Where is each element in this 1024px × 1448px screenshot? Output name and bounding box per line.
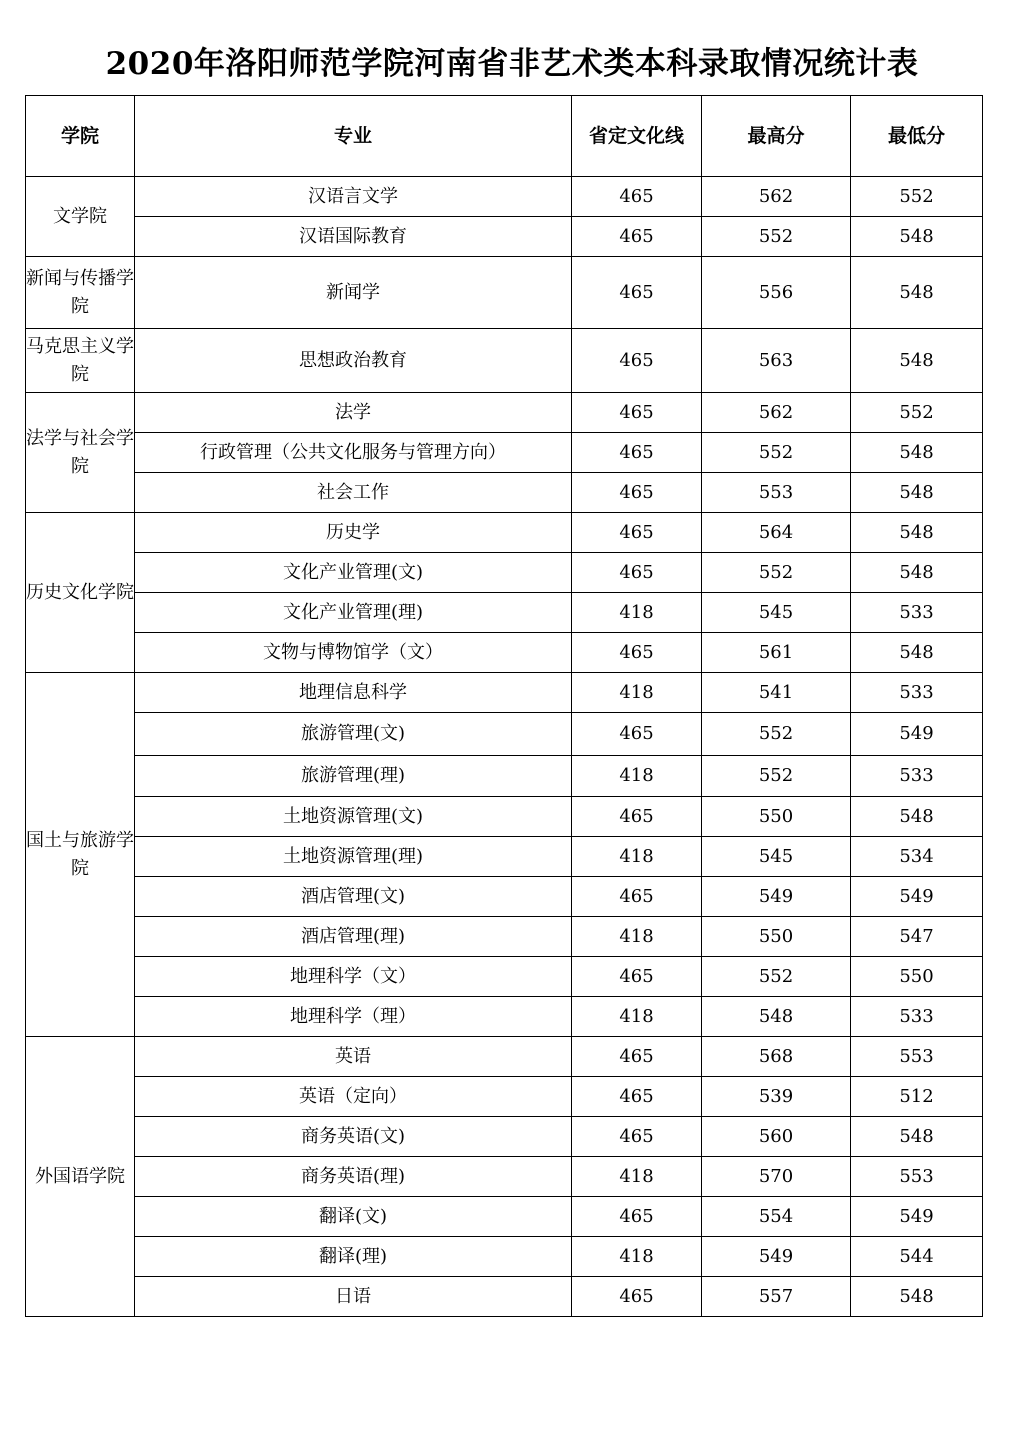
major-cell: 商务英语(理) xyxy=(135,1157,572,1197)
table-row xyxy=(26,1037,983,1077)
major-cell: 地理信息科学 xyxy=(135,673,572,713)
header-college: 学院 xyxy=(26,96,135,177)
lowest-score-cell: 548 xyxy=(851,633,983,673)
lowest-score-cell: 548 xyxy=(851,217,983,257)
college-name-cell: 文学院 xyxy=(26,177,135,257)
table-row xyxy=(26,513,983,553)
highest-score-cell: 545 xyxy=(702,593,851,633)
lowest-score-cell: 533 xyxy=(851,997,983,1037)
table-row xyxy=(26,257,983,329)
table-row xyxy=(26,393,983,433)
lowest-score-cell: 548 xyxy=(851,473,983,513)
highest-score-cell: 539 xyxy=(702,1077,851,1117)
header-major: 专业 xyxy=(135,96,572,177)
major-cell: 酒店管理(文) xyxy=(135,877,572,917)
highest-score-cell: 570 xyxy=(702,1157,851,1197)
provincial-line-cell: 418 xyxy=(572,837,702,877)
highest-score-cell: 556 xyxy=(702,257,851,329)
highest-score-cell: 554 xyxy=(702,1197,851,1237)
provincial-line-cell: 465 xyxy=(572,433,702,473)
provincial-line-cell: 465 xyxy=(572,1117,702,1157)
lowest-score-cell: 533 xyxy=(851,593,983,633)
table-row xyxy=(26,713,983,756)
major-cell: 地理科学（理） xyxy=(135,997,572,1037)
lowest-score-cell: 553 xyxy=(851,1157,983,1197)
lowest-score-cell: 533 xyxy=(851,756,983,797)
lowest-score-cell: 553 xyxy=(851,1037,983,1077)
highest-score-cell: 550 xyxy=(702,797,851,837)
provincial-line-cell: 465 xyxy=(572,797,702,837)
major-cell: 旅游管理(理) xyxy=(135,756,572,797)
major-cell: 行政管理（公共文化服务与管理方向） xyxy=(135,433,572,473)
table-row xyxy=(26,177,983,217)
table-row xyxy=(26,217,983,257)
table-row xyxy=(26,756,983,797)
table-row xyxy=(26,1117,983,1157)
major-cell: 思想政治教育 xyxy=(135,329,572,393)
lowest-score-cell: 534 xyxy=(851,837,983,877)
provincial-line-cell: 465 xyxy=(572,1077,702,1117)
major-cell: 酒店管理(理) xyxy=(135,917,572,957)
table-row xyxy=(26,1157,983,1197)
provincial-line-cell: 418 xyxy=(572,917,702,957)
major-cell: 汉语言文学 xyxy=(135,177,572,217)
table-row xyxy=(26,633,983,673)
highest-score-cell: 550 xyxy=(702,917,851,957)
lowest-score-cell: 548 xyxy=(851,433,983,473)
highest-score-cell: 552 xyxy=(702,433,851,473)
table-row xyxy=(26,1077,983,1117)
table-row xyxy=(26,797,983,837)
provincial-line-cell: 465 xyxy=(572,217,702,257)
provincial-line-cell: 465 xyxy=(572,329,702,393)
table-row xyxy=(26,1277,983,1317)
table-row xyxy=(26,329,983,393)
college-name-cell: 历史文化学院 xyxy=(26,513,135,673)
lowest-score-cell: 548 xyxy=(851,553,983,593)
lowest-score-cell: 549 xyxy=(851,877,983,917)
highest-score-cell: 568 xyxy=(702,1037,851,1077)
major-cell: 英语（定向） xyxy=(135,1077,572,1117)
highest-score-cell: 564 xyxy=(702,513,851,553)
provincial-line-cell: 465 xyxy=(572,393,702,433)
table-row xyxy=(26,433,983,473)
major-cell: 社会工作 xyxy=(135,473,572,513)
highest-score-cell: 557 xyxy=(702,1277,851,1317)
header-highest-score: 最高分 xyxy=(702,96,851,177)
college-name-cell: 马克思主义学院 xyxy=(26,329,135,393)
header-lowest-score: 最低分 xyxy=(851,96,983,177)
major-cell: 文化产业管理(文) xyxy=(135,553,572,593)
table-row xyxy=(26,473,983,513)
major-cell: 土地资源管理(理) xyxy=(135,837,572,877)
provincial-line-cell: 465 xyxy=(572,633,702,673)
table-row xyxy=(26,917,983,957)
admission-score-table xyxy=(25,95,983,1317)
major-cell: 历史学 xyxy=(135,513,572,553)
college-name-cell: 新闻与传播学院 xyxy=(26,257,135,329)
table-row xyxy=(26,837,983,877)
lowest-score-cell: 550 xyxy=(851,957,983,997)
highest-score-cell: 541 xyxy=(702,673,851,713)
provincial-line-cell: 465 xyxy=(572,177,702,217)
highest-score-cell: 549 xyxy=(702,877,851,917)
provincial-line-cell: 465 xyxy=(572,1037,702,1077)
lowest-score-cell: 552 xyxy=(851,393,983,433)
major-cell: 地理科学（文） xyxy=(135,957,572,997)
lowest-score-cell: 548 xyxy=(851,257,983,329)
lowest-score-cell: 533 xyxy=(851,673,983,713)
major-cell: 翻译(文) xyxy=(135,1197,572,1237)
highest-score-cell: 562 xyxy=(702,177,851,217)
highest-score-cell: 553 xyxy=(702,473,851,513)
major-cell: 英语 xyxy=(135,1037,572,1077)
page-title: 2020年洛阳师范学院河南省非艺术类本科录取情况统计表 xyxy=(105,46,919,82)
lowest-score-cell: 549 xyxy=(851,1197,983,1237)
provincial-line-cell: 465 xyxy=(572,553,702,593)
major-cell: 文物与博物馆学（文） xyxy=(135,633,572,673)
provincial-line-cell: 465 xyxy=(572,257,702,329)
highest-score-cell: 561 xyxy=(702,633,851,673)
college-name-cell: 外国语学院 xyxy=(26,1037,135,1317)
lowest-score-cell: 552 xyxy=(851,177,983,217)
provincial-line-cell: 418 xyxy=(572,1237,702,1277)
lowest-score-cell: 548 xyxy=(851,797,983,837)
provincial-line-cell: 465 xyxy=(572,957,702,997)
provincial-line-cell: 418 xyxy=(572,673,702,713)
provincial-line-cell: 465 xyxy=(572,877,702,917)
provincial-line-cell: 465 xyxy=(572,1277,702,1317)
provincial-line-cell: 465 xyxy=(572,513,702,553)
provincial-line-cell: 465 xyxy=(572,473,702,513)
highest-score-cell: 563 xyxy=(702,329,851,393)
major-cell: 汉语国际教育 xyxy=(135,217,572,257)
major-cell: 日语 xyxy=(135,1277,572,1317)
highest-score-cell: 552 xyxy=(702,553,851,593)
highest-score-cell: 549 xyxy=(702,1237,851,1277)
highest-score-cell: 552 xyxy=(702,713,851,756)
provincial-line-cell: 465 xyxy=(572,713,702,756)
provincial-line-cell: 418 xyxy=(572,1157,702,1197)
lowest-score-cell: 544 xyxy=(851,1237,983,1277)
lowest-score-cell: 549 xyxy=(851,713,983,756)
lowest-score-cell: 512 xyxy=(851,1077,983,1117)
lowest-score-cell: 548 xyxy=(851,329,983,393)
major-cell: 旅游管理(文) xyxy=(135,713,572,756)
table-row xyxy=(26,1237,983,1277)
highest-score-cell: 552 xyxy=(702,217,851,257)
major-cell: 法学 xyxy=(135,393,572,433)
highest-score-cell: 562 xyxy=(702,393,851,433)
table-row xyxy=(26,957,983,997)
major-cell: 商务英语(文) xyxy=(135,1117,572,1157)
table-row xyxy=(26,593,983,633)
highest-score-cell: 552 xyxy=(702,957,851,997)
table-header-row xyxy=(26,96,983,177)
highest-score-cell: 545 xyxy=(702,837,851,877)
lowest-score-cell: 547 xyxy=(851,917,983,957)
major-cell: 土地资源管理(文) xyxy=(135,797,572,837)
lowest-score-cell: 548 xyxy=(851,1117,983,1157)
college-name-cell: 国土与旅游学院 xyxy=(26,673,135,1037)
major-cell: 文化产业管理(理) xyxy=(135,593,572,633)
highest-score-cell: 552 xyxy=(702,756,851,797)
table-row xyxy=(26,997,983,1037)
highest-score-cell: 560 xyxy=(702,1117,851,1157)
table-row xyxy=(26,877,983,917)
table-row xyxy=(26,1197,983,1237)
provincial-line-cell: 418 xyxy=(572,756,702,797)
table-row xyxy=(26,553,983,593)
header-provincial-line: 省定文化线 xyxy=(572,96,702,177)
lowest-score-cell: 548 xyxy=(851,513,983,553)
table-row xyxy=(26,673,983,713)
provincial-line-cell: 418 xyxy=(572,593,702,633)
highest-score-cell: 548 xyxy=(702,997,851,1037)
major-cell: 新闻学 xyxy=(135,257,572,329)
lowest-score-cell: 548 xyxy=(851,1277,983,1317)
provincial-line-cell: 418 xyxy=(572,997,702,1037)
college-name-cell: 法学与社会学院 xyxy=(26,393,135,513)
provincial-line-cell: 465 xyxy=(572,1197,702,1237)
major-cell: 翻译(理) xyxy=(135,1237,572,1277)
